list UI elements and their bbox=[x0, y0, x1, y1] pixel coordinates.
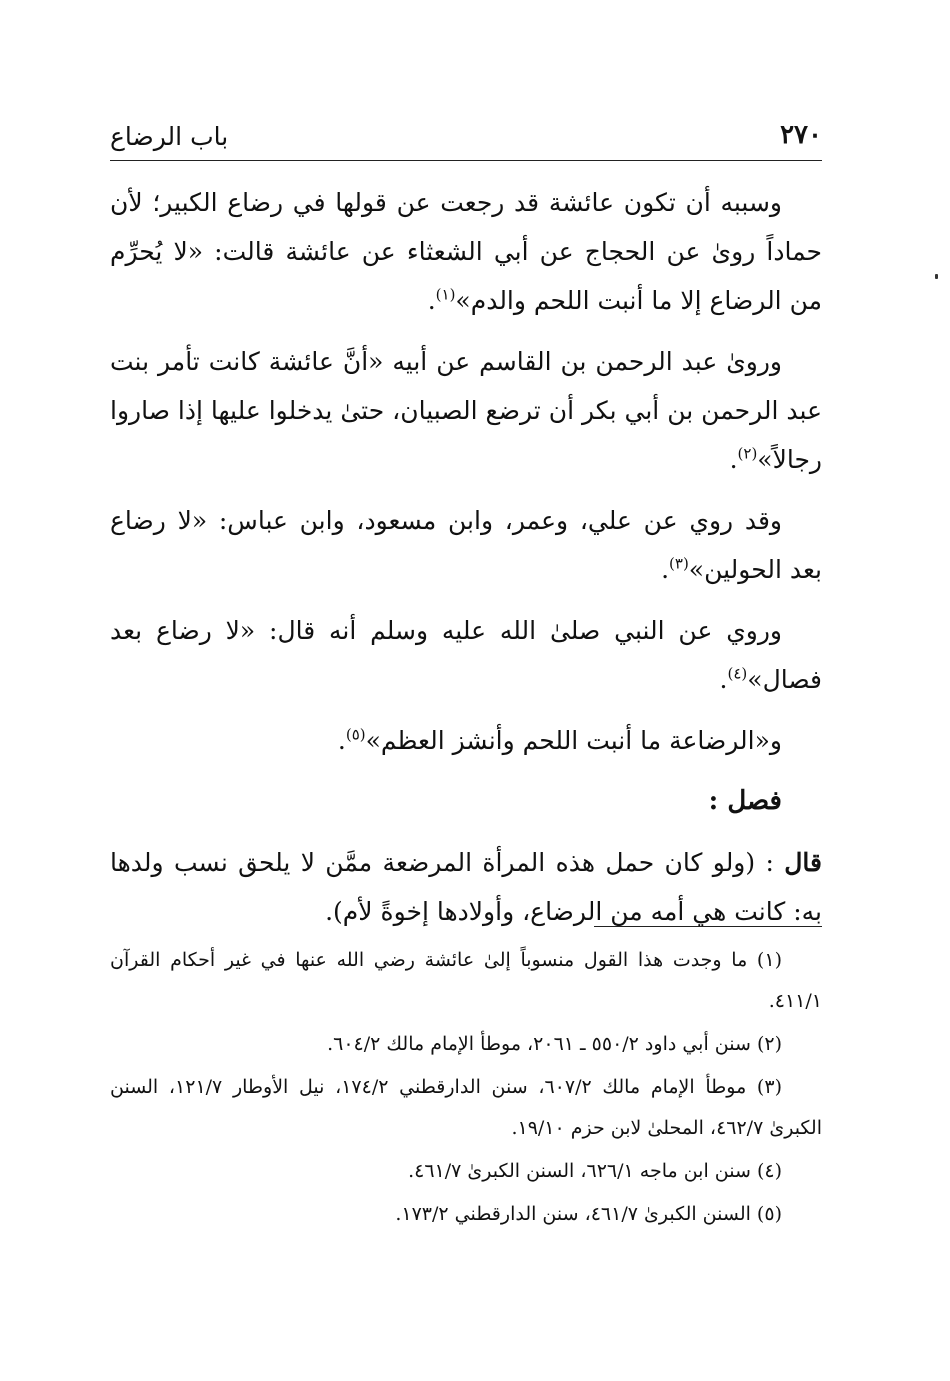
end-mark: . bbox=[729, 445, 738, 474]
paragraph-5 bbox=[110, 716, 822, 765]
paragraph-1 bbox=[110, 178, 822, 325]
footnote-ref-1: (١) bbox=[435, 285, 456, 304]
paragraph-2-text: وروىٰ عبد الرحمن بن القاسم عن أبيه «أنَّ عائشة كانت تأمر بنت عبد الرحمن بن أبي بكر أن ترضع الصبيان، حتىٰ يدخلوا عليها إذا صاروا رجالاً» bbox=[110, 347, 822, 474]
footnote-3: (٣) موطأ الإمام مالك ٦٠٧/٢، سنن الدارقطني ١٧٤/٢، نيل الأوطار ١٢١/٧، السنن الكبرىٰ ٤٦٢/٧، المحلىٰ لابن حزم ١٩/١٠. bbox=[110, 1076, 822, 1139]
paragraph-4-text: وروي عن النبي صلىٰ الله عليه وسلم أنه قال: «لا رضاع بعد فصال» bbox=[110, 616, 822, 694]
footnote-separator bbox=[594, 926, 822, 927]
footnote-4: (٤) سنن ابن ماجه ٦٢٦/١، السنن الكبرىٰ ٤٦١/٧. bbox=[408, 1160, 782, 1182]
margin-speck bbox=[935, 274, 938, 279]
paragraph-6 bbox=[110, 838, 822, 936]
paragraph-3-text: وقد روي عن علي، وعمر، وابن مسعود، وابن عباس: «لا رضاع بعد الحولين» bbox=[110, 506, 822, 584]
paragraph-4 bbox=[110, 606, 822, 704]
paragraph-5-text: و«الرضاعة ما أنبت اللحم وأنشز العظم» bbox=[365, 726, 782, 755]
footnotes bbox=[110, 940, 822, 1237]
footnote-1: (١) ما وجدت هذا القول منسوباً إلىٰ عائشة رضي الله عنها في غير أحكام القرآن ٤١١/١. bbox=[110, 949, 822, 1012]
paragraph-1-text: وسببه أن تكون عائشة قد رجعت عن قولها في رضاع الكبير؛ لأن حماداً روىٰ عن الحجاج عن أبي الشعثاء عن عائشة قالت: «لا يُحرِّم من الرضاع إلا ما أنبت اللحم والدم» bbox=[110, 188, 822, 315]
running-title: باب الرضاع bbox=[110, 122, 229, 151]
main-text bbox=[110, 178, 822, 948]
footnote-ref-2: (٢) bbox=[737, 444, 758, 463]
footnote-ref-4: (٤) bbox=[727, 664, 748, 683]
footnote-ref-5: (٥) bbox=[345, 725, 366, 744]
end-mark: . bbox=[427, 286, 436, 315]
footnote-ref-3: (٣) bbox=[669, 554, 689, 573]
end-mark: . bbox=[661, 555, 670, 584]
section-heading: فصل : bbox=[708, 786, 782, 816]
footnote-2: (٢) سنن أبي داود ٥٥٠/٢ ـ ٢٠٦١، موطأ الإمام مالك ٦٠٤/٢. bbox=[327, 1033, 782, 1055]
page-number: ٢٧٠ bbox=[780, 120, 822, 150]
page-header bbox=[110, 118, 822, 161]
paragraph-6-label: قال bbox=[784, 848, 822, 877]
book-page bbox=[110, 0, 822, 1381]
footnote-5: (٥) السنن الكبرىٰ ٤٦١/٧، سنن الدارقطني ١٧٣/٢. bbox=[395, 1203, 782, 1225]
end-mark: . bbox=[337, 726, 346, 755]
end-mark: . bbox=[719, 665, 728, 694]
paragraph-3 bbox=[110, 496, 822, 594]
paragraph-6-text: : (ولو كان حمل هذه المرأة المرضعة ممَّن لا يلحق نسب ولدها به: كانت هي أمه من الرضاع، وأولادها إخوةً لأم). bbox=[110, 848, 822, 926]
paragraph-2 bbox=[110, 337, 822, 484]
